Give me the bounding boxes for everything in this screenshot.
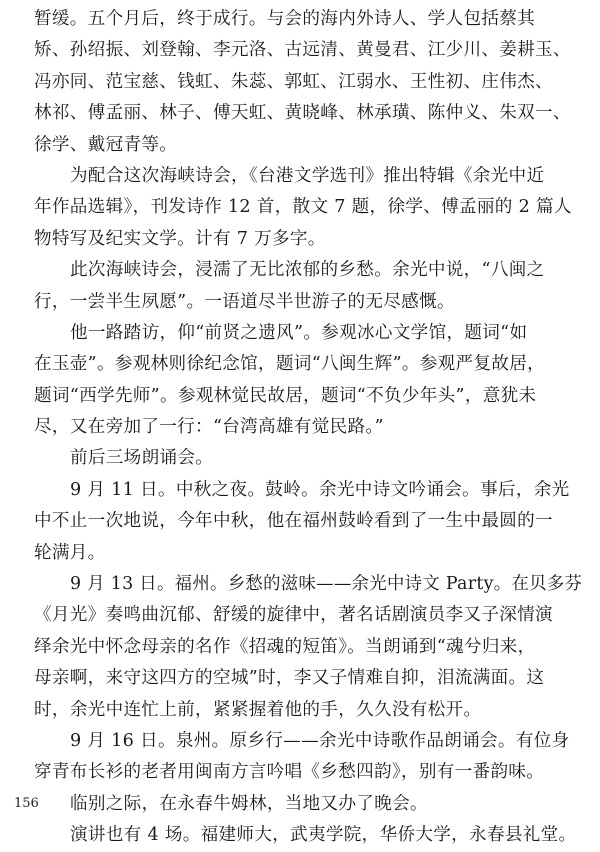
text-line: 中不止一次地说，今年中秋，他在福州鼓岭看到了一生中最圆的一 — [34, 511, 553, 532]
text-line: 他一路踏访，仰“前贤之遗风”。参观冰心文学馆，题词“如 — [70, 322, 528, 343]
text-line: 母亲啊，来守这四方的空城”时，李又子情难自抑，泪流满面。这 — [34, 668, 545, 689]
text-line: 临别之际，在永春牛姆林，当地又办了晚会。 — [70, 793, 428, 814]
text-line: 在玉壶”。参观林则徐纪念馆，题词“八闽生辉”。参观严复故居， — [34, 354, 546, 375]
text-line: 尽，又在旁加了一行：“台湾高雄有觉民路。” — [34, 417, 384, 438]
text-line: 前后三场朗诵会。 — [70, 448, 214, 469]
text-line: 此次海峡诗会，浸濡了无比浓郁的乡愁。余光中说，“八闽之 — [70, 260, 545, 281]
text-line: 9 月 13 日。福州。乡愁的滋味——余光中诗文 Party。在贝多芬 — [70, 574, 583, 595]
text-line: 演讲也有 4 场。福建师大，武夷学院，华侨大学，永春县礼堂。 — [70, 825, 577, 846]
text-line: 题词“西学先师”。参观林觉民故居，题词“不负少年头”，意犹未 — [34, 385, 537, 406]
text-line: 9 月 11 日。中秋之夜。鼓岭。余光中诗文吟诵会。事后，余光 — [70, 479, 570, 500]
text-line: 矫、孙绍振、刘登翰、李元洛、古远清、黄曼君、江少川、姜耕玉、 — [34, 40, 571, 61]
text-line: 冯亦同、范宝慈、钱虹、朱蕊、郭虹、江弱水、王性初、庄伟杰、 — [34, 71, 553, 92]
text-line: 轮满月。 — [34, 542, 106, 563]
text-line: 绎余光中怀念母亲的名作《招魂的短笛》。当朗诵到“魂兮归来， — [34, 636, 536, 657]
text-line: 林祁、傅孟丽、林子、傅天虹、黄晓峰、林承璜、陈仲义、朱双一、 — [34, 103, 571, 124]
text-line: 9 月 16 日。泉州。原乡行——余光中诗歌作品朗诵会。有位身 — [70, 730, 570, 751]
text-line: 时，余光中连忙上前，紧紧握着他的手，久久没有松开。 — [34, 699, 482, 720]
text-line: 徐学、戴冠青等。 — [34, 134, 178, 155]
text-line: 行，一尝半生夙愿”。一语道尽半世游子的无尽感慨。 — [34, 291, 455, 312]
body-text — [34, 4, 586, 852]
text-line: 暂缓。五个月后，终于成行。与会的海内外诗人、学人包括蔡其 — [34, 9, 536, 29]
text-line: 《月光》奏鸣曲沉郁、舒缓的旋律中，著名话剧演员李又子深情演 — [34, 605, 553, 626]
page-number: 156 — [14, 796, 39, 811]
text-line: 年作品选辑》，刊发诗作 12 首，散文 7 题，徐学、傅孟丽的 2 篇人 — [34, 197, 572, 218]
text-line: 物特写及纪实文学。计有 7 万多字。 — [34, 228, 326, 249]
text-line: 穿青布长衫的老者用闽南方言吟唱《乡愁四韵》，别有一番韵味。 — [34, 762, 545, 783]
text-line: 为配合这次海峡诗会，《台港文学选刊》推出特辑《余光中近 — [70, 165, 545, 186]
